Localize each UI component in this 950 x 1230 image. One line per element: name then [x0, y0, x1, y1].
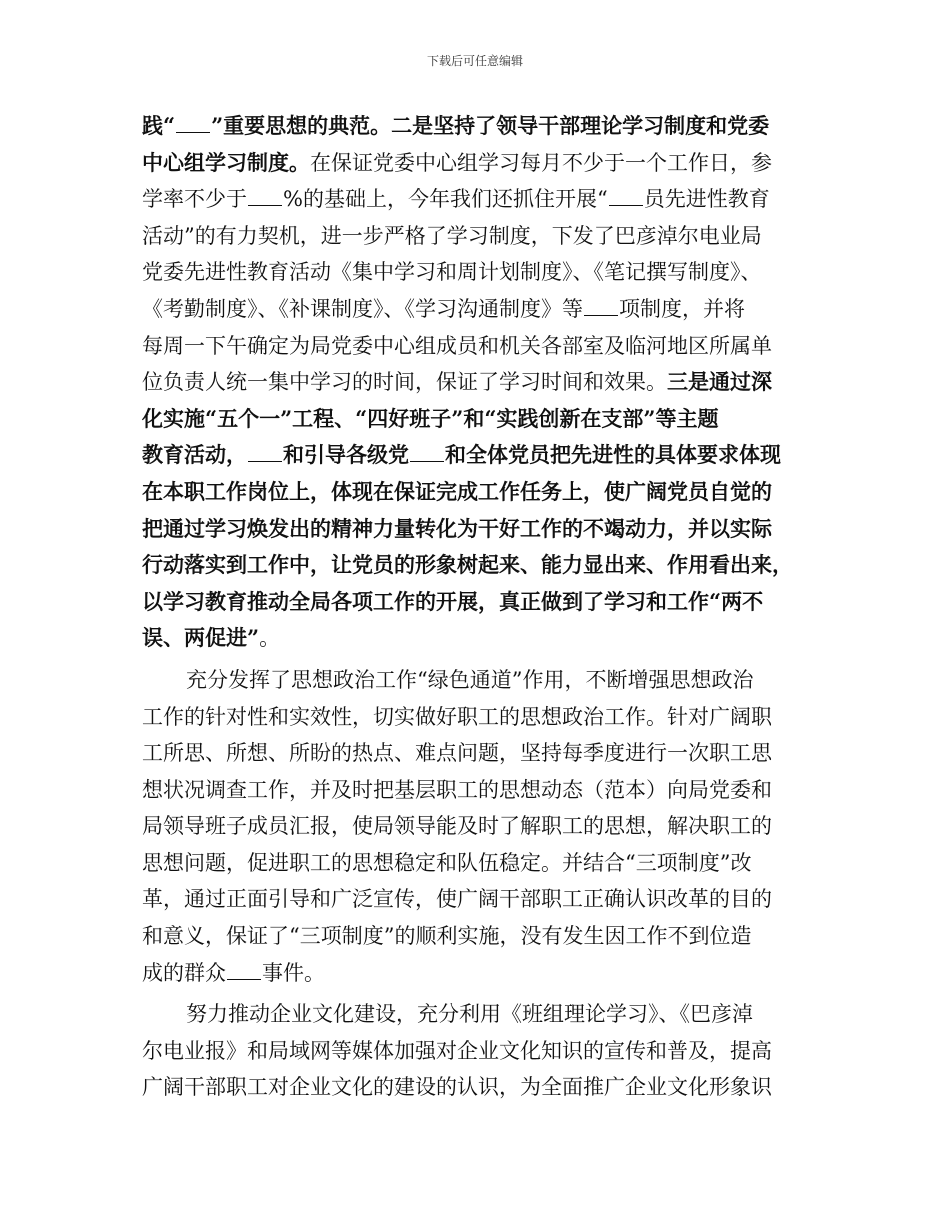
text-line: 想状况调查工作，并及时把基层职工的思想动态（范本）向局党委和: [142, 777, 772, 802]
text-line: 工作的针对性和实效性，切实做好职工的思想政治工作。针对广阔职: [142, 704, 772, 729]
text-line: 每周一下午确定为局党委中心组成员和机关各部室及临河地区所属单: [142, 333, 772, 358]
text-line: 局领导班子成员汇报，使局领导能及时了解职工的思想，解决职工的: [142, 814, 772, 839]
fill-blank: [410, 443, 444, 462]
text-line: 工所思、所想、所盼的热点、难点问题，坚持每季度进行一次职工思: [142, 741, 772, 766]
fill-blank: [248, 187, 282, 206]
text-line: 努力推动企业文化建设，充分利用《班组理论学习》、《巴彦淖: [186, 1002, 753, 1027]
text-line: 活动”的有力契机，进一步严格了学习制度，下发了巴彦淖尔电业局: [142, 223, 762, 248]
text-line: 化实施“五个一”工程、“四好班子”和“实践创新在支部”等主题: [142, 405, 719, 431]
fill-blank: [609, 187, 643, 206]
text-line: 广阔干部职工对企业文化的建设的认识，为全面推广企业文化形象识: [142, 1075, 772, 1100]
text-line: 学率不少于 %的基础上，今年我们还抓住开展“ 员先进性教育: [142, 187, 770, 212]
paragraph-3: [142, 996, 810, 1106]
text-line: 中心组学习制度。在保证党委中心组学习每月不少于一个工作日，参: [142, 149, 772, 175]
fill-blank: [584, 297, 618, 316]
text-line: 以学习教育推动全局各项工作的开展，真正做到了学习和工作“两不: [142, 588, 764, 614]
text-line: 在本职工作岗位上，体现在保证完成工作任务上，使广阔党员自觉的: [142, 478, 772, 504]
document-body: [142, 108, 810, 1106]
text-line: 践“ ”重要思想的典范。二是坚持了领导干部理论学习制度和党委: [142, 113, 770, 138]
text-line: 和意义，保证了“三项制度”的顺利实施，没有发生因工作不到位造: [142, 924, 752, 949]
paragraph-2: [142, 662, 810, 991]
text-line: 党委先进性教育活动《集中学习和周计划制度》、《笔记撰写制度》、: [142, 260, 762, 285]
text-line: 革，通过正面引导和广泛宣传，使广阔干部职工正确认识改革的目的: [142, 887, 772, 912]
paragraph-1: [142, 108, 810, 657]
text-line: 位负责人统一集中学习的时间，保证了学习时间和效果。三是通过深: [142, 369, 772, 395]
text-line: 思想问题，促进职工的思想稳定和队伍稳定。并结合“三项制度”改: [142, 850, 752, 875]
text-line: 《考勤制度》、《补课制度》、《学习沟通制度》等 项制度，并将: [142, 296, 745, 321]
text-line: 行动落实到工作中，让党员的形象树起来、能力显出来、作用看出来，: [142, 552, 793, 578]
fill-blank: [227, 961, 261, 980]
text-line: 误、两促进”。: [142, 625, 281, 651]
fill-blank: [248, 443, 282, 462]
fill-blank: [176, 114, 210, 133]
text-line: 成的群众 事件。: [142, 960, 325, 985]
text-line: 教育活动， 和引导各级党 和全体党员把先进性的具体要求体现: [142, 442, 781, 468]
text-line: 尔电业报》和局域网等媒体加强对企业文化知识的宣传和普及，提高: [142, 1038, 772, 1063]
text-line: 充分发挥了思想政治工作“绿色通道”作用，不断增强思想政治: [186, 667, 754, 692]
page-header: 下载后可任意编辑: [426, 54, 523, 68]
text-line: 把通过学习焕发出的精神力量转化为干好工作的不竭动力，并以实际: [142, 515, 772, 541]
